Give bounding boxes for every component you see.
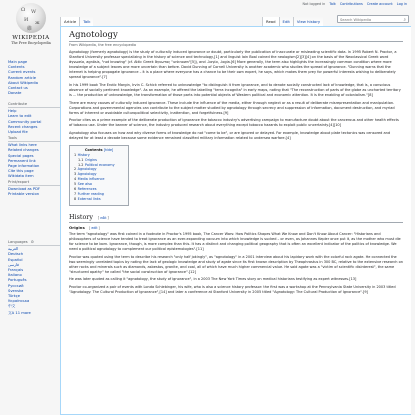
nav-random-article[interactable]: Random article (8, 75, 37, 80)
toc-entry[interactable]: 3 Agnoiology (74, 172, 97, 177)
article-content (60, 26, 411, 415)
nav-cite-this-page[interactable]: Cite this page (8, 169, 34, 174)
tab-edit[interactable]: Edit (279, 17, 293, 26)
lang-item[interactable]: العربية (8, 247, 19, 252)
logo-tagline: The Free Encyclopedia (11, 41, 51, 45)
site-tagline: From Wikipedia, the free encyclopedia (69, 43, 137, 47)
lead-paragraph-1: Agnotology (formerly agnatology) is the study of culturally induced ignorance or doubt, particularly the publication of inaccurate or misleading scientific data. In 1995 Robert N. Proctor, a Stanford University professor specializing in the history of science and technology,[1] and linguist Iain Boal coined the neologism[2][3][4] on the basis of the Neoclassical Greek word ἀγνωσία, agnōsis, "not knowing" (cf. Attic Greek ἄγνωτος "unknown"[5]), and -λογία, -logia.[6] More generally, the term also highlights the increasingly common condition where more knowledge of a subject leaves one more uncertain than before. David Dunning of Cornell University is another academic who studies the spread of ignorance. "Dunning warns that the internet is helping propagate ignorance – it is a place where everyone has a chance to be their own expert, he says, which makes them prey for powerful interests wishing to deliberately spread ignorance".[7] (69, 50, 397, 80)
table-of-contents (69, 145, 129, 206)
toc-entry[interactable]: 4 Media influence (74, 177, 105, 182)
toc-entry[interactable]: 2 Agnoiology (74, 167, 97, 172)
nav-main-page[interactable]: Main page (8, 60, 28, 64)
lang-item[interactable]: Português (8, 278, 27, 283)
lang-item[interactable]: Deutsch (8, 252, 24, 257)
toc-entry[interactable]: 1.2 Political economy (78, 162, 115, 167)
page-title: Agnotology (69, 30, 403, 42)
subsection-heading-origins: Origins [ edit ] (69, 224, 100, 230)
lang-item[interactable]: Русский (8, 283, 24, 288)
sidebar (0, 0, 62, 415)
nav-page-information[interactable]: Page information (8, 164, 40, 169)
toc-entry[interactable]: 8 External links (74, 196, 101, 201)
log-in[interactable]: Log in (396, 2, 407, 6)
nav-wikidata-item[interactable]: Wikidata item (8, 174, 34, 179)
gear-icon[interactable]: ⚙ (30, 240, 34, 244)
toc-entry[interactable]: 6 References (74, 187, 97, 192)
nav-permanent-link[interactable]: Permanent link (8, 158, 36, 163)
not-logged-in: Not logged in (302, 2, 326, 6)
personal-talk[interactable]: Talk (329, 2, 336, 6)
personal-contributions[interactable]: Contributions (339, 2, 363, 6)
lang-item[interactable]: Türkçe (8, 294, 21, 299)
nav-community-portal[interactable]: Community portal (8, 119, 42, 124)
nav-special-pages[interactable]: Special pages (8, 153, 34, 158)
contribute-heading: Contribute (8, 102, 60, 108)
nav-what-links-here[interactable]: What links here (8, 143, 37, 148)
tab-read[interactable]: Read (262, 17, 279, 26)
tab-article[interactable]: Article (60, 17, 79, 26)
tab-view-history[interactable]: View history (293, 17, 323, 26)
nav-about[interactable]: About Wikipedia (8, 80, 39, 85)
origins-paragraph-4: Proctor co-organized a pair of events with Londa Schiebinger, his wife, who is also a science history professor: the first was a workshop at the Pennsylvania State University in 2003 titled "Agnotology: The Cultural Production of Ignorance",[14] and later a conference at Stanford University in 2005 titled "Agnotology: The Cultural Production of Ignorance".[9] (69, 284, 396, 295)
toc-hide-button[interactable]: [hide] (103, 147, 114, 152)
lead-paragraph-3: There are many causes of culturally induced ignorance. These include the influence of the media, either through neglect or as a result of deliberate misrepresentation and manipulation. Corporations and governmental agencies can contribute to the subject matter studied by agnotology through secrecy and suppression of information, document destruction, and myriad forms of inherent or avoidable culturopolitical selectivity, inattention, and forgetfulness.[9] (69, 100, 395, 115)
toc-entry[interactable]: 1.1 Origins (78, 157, 97, 162)
toc-entry[interactable]: 7 Further reading (74, 191, 104, 196)
nav-learn-to-edit[interactable]: Learn to edit (8, 114, 32, 119)
origins-paragraph-2: Proctor was quoted using the term to describe his research "only half jokingly", as "agnotology" in a 2001 interview about his lapidary work with the colorful rock agate. He connected the two seemingly unrelated topics by noting the lack of geologic knowledge and study of agate since its first known description by Theophrastus in 300 BC, relative to the extensive research on other rocks and minerals such as diamonds, asbestos, granite, and coal, all of which have much higher commercial value. He said agate was a "victim of scientific disinterest", the same "structured apathy" he called "the social construction of ignorance".[12] (69, 254, 403, 274)
nav-help[interactable]: Help (8, 109, 17, 114)
origins-paragraph-3: He was later quoted as calling it "agnotology, the study of ignorance", in a 2003 The New York Times story on medical historians testifying as expert witnesses.[13] (69, 277, 357, 282)
print-heading: Print/export (8, 180, 60, 186)
lead-paragraph-4: Proctor cites as a prime example of the deliberate production of ignorance the tobacco industry's advertising campaign to manufacture doubt about the cancerous and other health effects of tobacco use. Under the banner of science, the industry produced research about everything except tobacco hazards to exploit public uncertainty.[4][10] (69, 118, 399, 128)
section-heading-history: History [ edit ] (69, 213, 403, 223)
lead-paragraph-5: Agnotology also focuses on how and why diverse forms of knowledge do not "come to be", or are ignored or delayed. For example, knowledge about plate tectonics was censored and delayed for at least a decade because some evidence remained classified military information related to undersea warfare.[4] (69, 131, 391, 141)
nav-related-changes[interactable]: Related changes (8, 148, 39, 153)
section-edit-link[interactable]: [ edit ] (98, 215, 109, 220)
toc-entry[interactable]: 1 History (74, 152, 90, 157)
nav-recent-changes[interactable]: Recent changes (8, 124, 38, 129)
nav-download-pdf[interactable]: Download as PDF (8, 187, 41, 192)
lang-item[interactable]: فارسی (8, 262, 19, 267)
tools-heading: Tools (8, 136, 60, 142)
tab-talk[interactable]: Talk (79, 17, 93, 26)
search-input[interactable] (338, 16, 398, 23)
languages-heading: Languages ⚙ (8, 240, 60, 246)
nav-donate[interactable]: Donate (8, 91, 22, 96)
nav-main (8, 60, 60, 96)
lang-item[interactable]: 中文 (8, 304, 16, 309)
namespace-tabs (60, 17, 93, 26)
nav-printable-version[interactable]: Printable version (8, 192, 40, 197)
toc-entry[interactable]: 5 See also (74, 182, 92, 187)
personal-tools (300, 2, 407, 6)
nav-print (8, 180, 60, 198)
nav-languages (8, 240, 60, 316)
wikipedia-logo[interactable] (8, 3, 54, 51)
nav-contribute (8, 102, 60, 135)
nav-tools (8, 136, 60, 180)
origins-paragraph-1: The term "agnotology" was first coined in a footnote in Proctor's 1995 book, The Cancer Wars: How Politics Shapes What We Know and Don't Know About Cancer: "Historians and philosophers of science have tended to treat ignorance as an ever-expanding vacuum into which knowledge is sucked – or even, as Johannes Kepler once put it, as the mother who must die for science to be born. Ignorance, though, is more complex than this. It has a distinct and changing political geography that is often an excellent indicator of the politics of knowledge. We need a political agnotology to complement our political epistemologies".[11] (69, 231, 401, 251)
lang-item[interactable]: Svenska (8, 288, 24, 293)
nav-current-events[interactable]: Current events (8, 70, 36, 75)
toc-title: Contents [hide] (84, 147, 114, 152)
puzzle-globe-icon: Ω W И ж 維 (16, 3, 46, 33)
view-tabs (262, 17, 323, 26)
more-languages-button[interactable]: 文A 11 more (8, 310, 31, 315)
search-icon[interactable]: ⌕ (403, 18, 406, 23)
lang-item[interactable]: Українська (8, 299, 30, 304)
lead-paragraph-2: In his 1999 book The Erotic Margin, Irvin C. Schick referred to unknowledge "to distinguish it from ignorance, and to denote socially constructed lack of knowledge, that is, a conscious absence of socially pertinent knowledge". As an example, he offered the labelling "terra incognita" in early maps, noting that "The reconstruction of parts of the globe as uncharted territory is ... the production of unknowledge, the transformation of those parts into potential objects of Western political and economic attention. It is the enabling of colonialism."[8] (69, 82, 401, 97)
lang-item[interactable]: Français (8, 268, 24, 273)
nav-contents[interactable]: Contents (8, 65, 25, 70)
nav-upload-file[interactable]: Upload file (8, 130, 28, 135)
subsection-edit-link[interactable]: [ edit ] (89, 225, 100, 230)
lang-item[interactable]: Italiano (8, 273, 22, 278)
lang-item[interactable]: Español (8, 257, 23, 262)
search-box (337, 15, 409, 23)
logo-wordmark: WIKIPEDIA (12, 35, 50, 41)
create-account[interactable]: Create account (366, 2, 393, 6)
nav-contact[interactable]: Contact us (8, 86, 28, 91)
